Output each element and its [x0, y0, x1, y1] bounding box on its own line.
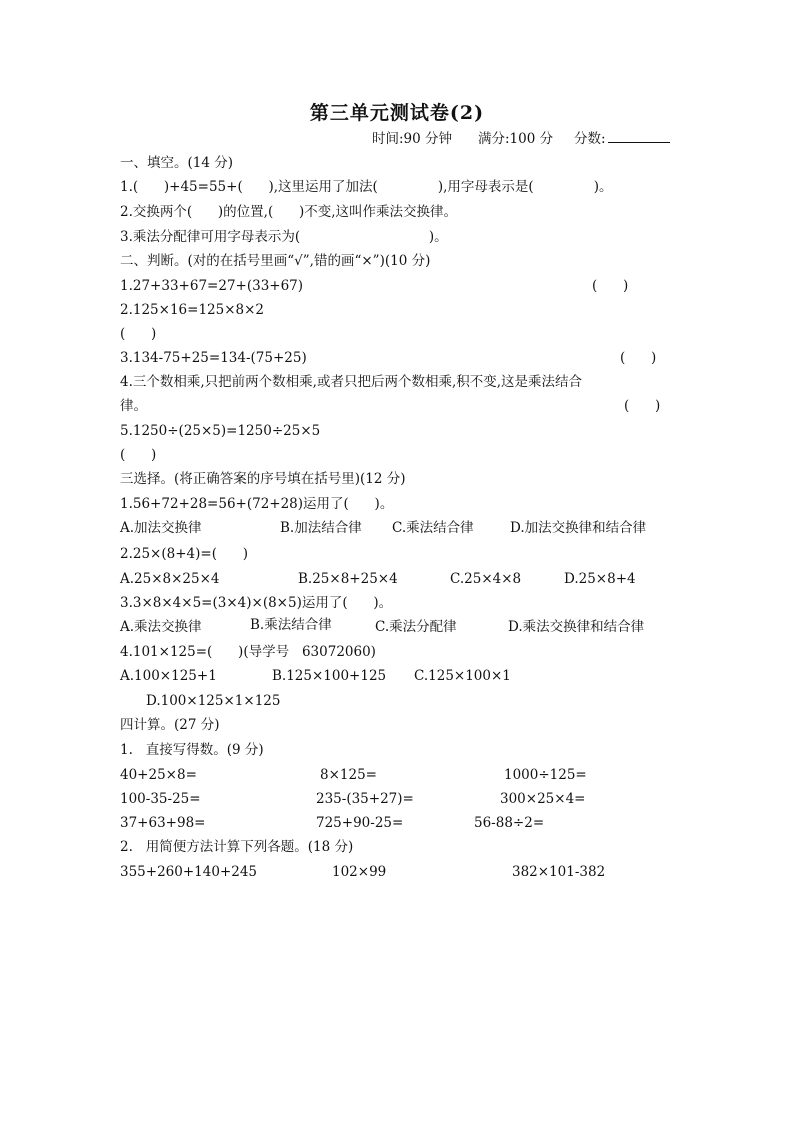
s3-q4-option-a: A.100×125+1	[120, 668, 217, 684]
calc-item: 235-(35+27)=	[316, 791, 414, 807]
s3-q3-option-b: B.乘法结合律	[250, 617, 332, 633]
s3-q4-option-b: B.125×100+125	[272, 668, 387, 684]
s2-answer-paren-2: ( )	[120, 326, 157, 342]
s3-question-3: 3.3×8×4×5=(3×4)×(8×5)运用了( )。	[120, 595, 393, 611]
s3-q2-option-c: C.25×4×8	[450, 571, 522, 587]
s1-question-1: 1.( )+45=55+( ),这里运用了加法( ),用字母表示是( )。	[120, 179, 613, 195]
s2-answer-paren-1: ( )	[592, 278, 629, 294]
calc-item: 300×25×4=	[500, 791, 586, 807]
score-blank[interactable]	[608, 130, 670, 143]
simplify-item: 382×101-382	[512, 864, 606, 880]
s2-question-3: 3.134-75+25=134-(75+25)	[120, 350, 307, 366]
s2-answer-paren-5: ( )	[120, 447, 157, 463]
s3-q4-option-d: D.100×125×1×125	[146, 693, 281, 709]
section-3-heading: 三选择。(将正确答案的序号填在括号里)(12 分)	[120, 471, 406, 487]
time-limit: 时间:90 分钟	[372, 131, 453, 147]
simplify-item: 102×99	[332, 864, 387, 880]
s3-q2-option-d: D.25×8+4	[564, 571, 636, 587]
s4-part-1-heading: 1. 直接写得数。(9 分)	[120, 742, 264, 758]
s3-q1-option-a: A.加法交换律	[120, 520, 202, 536]
s3-q2-option-b: B.25×8+25×4	[298, 571, 398, 587]
s3-q4-option-c: C.125×100×1	[414, 668, 511, 684]
s1-question-3: 3.乘法分配律可用字母表示为( )。	[120, 229, 448, 245]
s2-question-2: 2.125×16=125×8×2	[120, 302, 265, 318]
calc-item: 8×125=	[320, 767, 377, 783]
s2-answer-paren-3: ( )	[620, 350, 657, 366]
s2-question-1: 1.27+33+67=27+(33+67)	[120, 278, 304, 294]
s3-q1-option-d: D.加法交换律和结合律	[510, 520, 647, 536]
calc-item: 40+25×8=	[120, 767, 197, 783]
page-title: 第三单元测试卷(2)	[309, 102, 485, 124]
s3-q1-option-b: B.加法结合律	[280, 520, 362, 536]
s2-question-4-line-2: 律。	[120, 398, 147, 414]
score-label	[574, 130, 670, 148]
s3-q3-option-a: A.乘法交换律	[120, 619, 202, 635]
s3-q3-option-c: C.乘法分配律	[375, 619, 457, 635]
s2-question-4-line-1: 4.三个数相乘,只把前两个数相乘,或者只把后两个数相乘,积不变,这是乘法结合	[120, 374, 583, 390]
calc-item: 1000÷125=	[504, 767, 587, 783]
calc-item: 100-35-25=	[120, 791, 201, 807]
section-1-heading: 一、填空。(14 分)	[120, 155, 234, 171]
s3-q2-option-a: A.25×8×25×4	[120, 571, 220, 587]
full-score: 满分:100 分	[478, 131, 554, 147]
score-label-text: 分数:	[574, 131, 606, 147]
s1-question-2: 2.交换两个( )的位置,( )不变,这叫作乘法交换律。	[120, 204, 458, 220]
s4-part-2-heading: 2. 用简便方法计算下列各题。(18 分)	[120, 839, 354, 855]
s3-question-1: 1.56+72+28=56+(72+28)运用了( )。	[120, 496, 394, 512]
s3-question-4: 4.101×125=( )(导学号 63072060)	[120, 644, 376, 660]
calc-item: 725+90-25=	[316, 815, 404, 831]
s3-q3-option-d: D.乘法交换律和结合律	[508, 619, 645, 635]
s3-q1-option-c: C.乘法结合律	[392, 520, 474, 536]
calc-item: 37+63+98=	[120, 815, 206, 831]
s2-question-5: 5.1250÷(25×5)=1250÷25×5	[120, 423, 321, 439]
calc-item: 56-88÷2=	[474, 815, 545, 831]
s3-question-2: 2.25×(8+4)=( )	[120, 546, 248, 562]
section-4-heading: 四计算。(27 分)	[120, 717, 220, 733]
section-2-heading: 二、判断。(对的在括号里画“√”,错的画“×”)(10 分)	[120, 253, 431, 269]
simplify-item: 355+260+140+245	[120, 864, 258, 880]
s2-answer-paren-4: ( )	[624, 398, 661, 414]
